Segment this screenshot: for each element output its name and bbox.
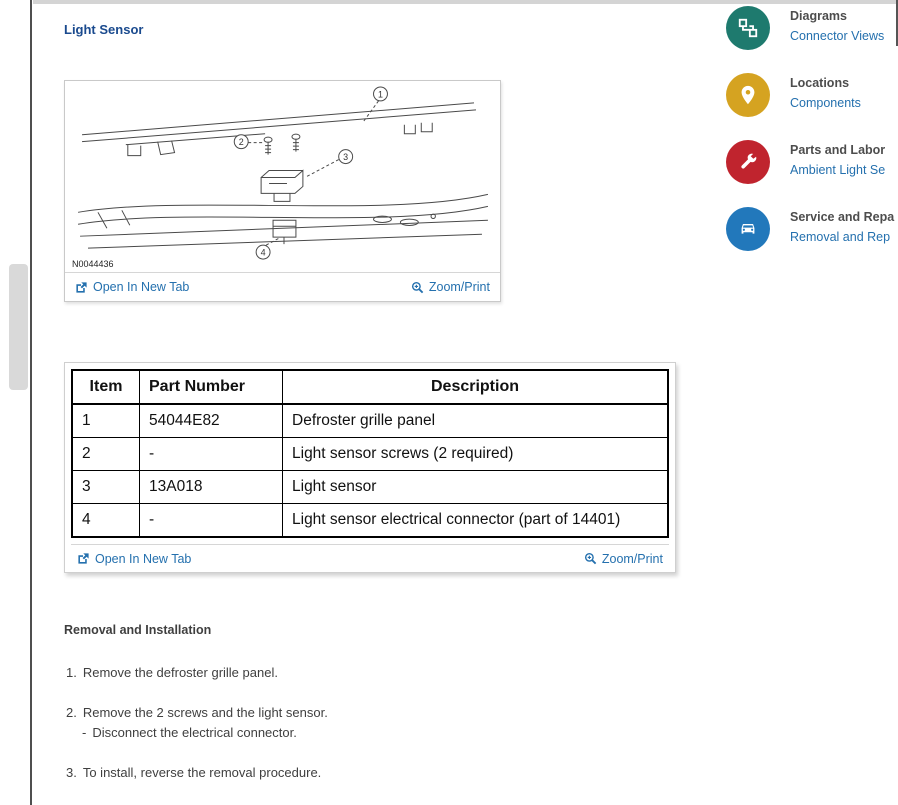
callout-1: 1 <box>377 89 383 100</box>
table-header-item: Item <box>72 370 140 404</box>
open-in-new-tab-label: Open In New Tab <box>93 280 190 294</box>
left-frame-rule <box>30 0 32 805</box>
open-in-new-tab-icon <box>77 552 90 565</box>
procedure-step <box>66 764 328 781</box>
callout-4: 4 <box>260 247 266 258</box>
sidebar-item-text <box>790 6 884 50</box>
cell-part-number: - <box>140 504 283 538</box>
sidebar-item-title: Service and Repa <box>790 210 895 224</box>
page-title: Light Sensor <box>64 22 144 37</box>
sidebar-item-text <box>790 140 885 184</box>
procedure-steps <box>66 664 328 804</box>
sidebar-item-link[interactable]: Connector Views <box>790 29 885 43</box>
step-number: 2. <box>66 705 77 720</box>
table-row <box>72 438 668 471</box>
procedure-heading: Removal and Installation <box>64 623 212 637</box>
car-service-icon[interactable] <box>726 207 770 251</box>
zoom-print-link[interactable] <box>411 280 490 294</box>
procedure-step <box>66 664 328 681</box>
sidebar-item-locations <box>726 73 898 117</box>
table-row <box>72 471 668 504</box>
sidebar-item-link[interactable]: Removal and Rep <box>790 230 891 244</box>
cell-item: 4 <box>72 504 140 538</box>
cell-part-number: 54044E82 <box>140 404 283 438</box>
procedure-step <box>66 704 328 721</box>
diagram-link-bar <box>65 272 500 301</box>
sidebar-item-parts-and-labor <box>726 140 898 184</box>
open-in-new-tab-icon <box>75 281 88 294</box>
cell-description: Light sensor <box>283 471 669 504</box>
diagram-image <box>65 81 500 272</box>
cell-part-number: - <box>140 438 283 471</box>
substep-text: Disconnect the electrical connector. <box>92 725 297 740</box>
cell-description: Light sensor screws (2 required) <box>283 438 669 471</box>
related-links-sidebar <box>726 6 898 274</box>
open-in-new-tab-link[interactable] <box>75 280 189 294</box>
location-pin-icon[interactable] <box>726 73 770 117</box>
callout-3: 3 <box>343 152 349 163</box>
step-text: Remove the 2 screws and the light sensor. <box>82 705 328 720</box>
step-number: 3. <box>66 765 77 780</box>
sidebar-item-service-and-repair <box>726 207 898 251</box>
table-link-bar <box>71 544 669 572</box>
sidebar-item-title: Diagrams <box>790 9 847 23</box>
diagram-panel <box>64 80 501 302</box>
diagram-icon[interactable] <box>726 6 770 50</box>
cell-item: 2 <box>72 438 140 471</box>
figure-number-label: N0044436 <box>72 259 114 269</box>
zoom-print-label: Zoom/Print <box>601 551 663 566</box>
magnifier-plus-icon <box>584 552 597 565</box>
top-divider-strip <box>33 0 898 4</box>
cell-part-number: 13A018 <box>140 471 283 504</box>
parts-table <box>71 369 669 538</box>
parts-table-panel <box>64 362 676 573</box>
substep-bullet: - <box>82 725 87 740</box>
sidebar-item-text <box>790 207 894 251</box>
sidebar-item-diagrams <box>726 6 898 50</box>
magnifier-plus-icon <box>411 281 424 294</box>
open-in-new-tab-label: Open In New Tab <box>95 551 192 566</box>
zoom-print-label: Zoom/Print <box>428 280 490 294</box>
table-header-description: Description <box>283 370 669 404</box>
callout-2: 2 <box>238 137 244 148</box>
cell-item: 1 <box>72 404 140 438</box>
zoom-print-link[interactable] <box>584 552 663 566</box>
step-number: 1. <box>66 665 77 680</box>
procedure-substep <box>82 724 328 741</box>
open-in-new-tab-link[interactable] <box>77 552 191 566</box>
cell-description: Defroster grille panel <box>283 404 669 438</box>
cell-description: Light sensor electrical connector (part of 14401) <box>283 504 669 538</box>
table-header-row <box>72 370 668 404</box>
table-row <box>72 504 668 538</box>
parts-wrench-icon[interactable] <box>726 140 770 184</box>
step-text: Remove the defroster grille panel. <box>82 665 278 680</box>
sidebar-item-title: Locations <box>790 76 850 90</box>
sidebar-item-text <box>790 73 861 117</box>
sidebar-item-link[interactable]: Ambient Light Se <box>790 163 886 177</box>
light-sensor-line-drawing <box>65 81 500 272</box>
sidebar-item-title: Parts and Labor <box>790 143 886 157</box>
step-text: To install, reverse the removal procedure. <box>82 765 322 780</box>
cell-item: 3 <box>72 471 140 504</box>
left-scrollbar-thumb[interactable] <box>9 264 28 390</box>
table-header-part-number: Part Number <box>140 370 283 404</box>
sidebar-item-link[interactable]: Components <box>790 96 861 110</box>
diagram-callouts <box>234 87 387 259</box>
table-row <box>72 404 668 438</box>
